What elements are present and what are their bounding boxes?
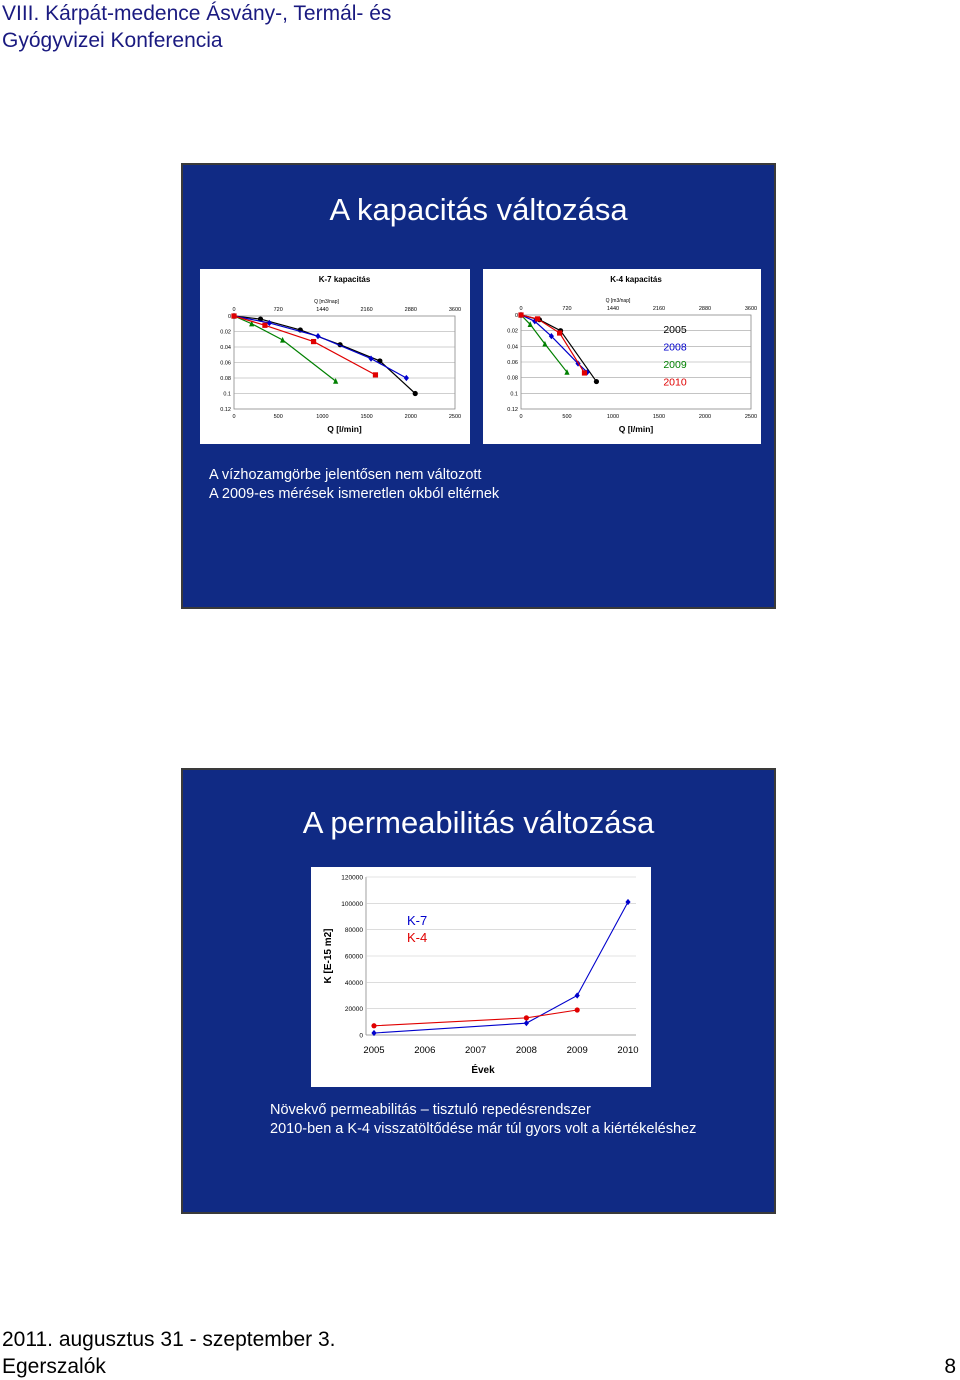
x2-axis-label: Q [m3/nap] (314, 299, 339, 305)
data-point-2005 (594, 379, 599, 384)
y-axis-label: K [E-15 m2] (323, 928, 334, 984)
y-tick-label: 0.06 (220, 360, 231, 367)
x-tick-label: 2008 (515, 1045, 537, 1056)
y-tick-label: 0.02 (220, 329, 231, 336)
x2-tick-label: 2880 (698, 306, 712, 312)
data-point-K-4 (524, 1015, 529, 1020)
footer-place: Egerszalók (2, 1355, 106, 1378)
y-tick-label: 0.12 (220, 407, 231, 413)
data-point-K-7 (625, 899, 630, 905)
x-tick-label: 2000 (698, 414, 712, 420)
page-number: 8 (944, 1355, 956, 1378)
slide1-bullets (209, 466, 499, 504)
conference-title-line2: Gyógyvizei Konferencia (2, 29, 223, 52)
footer-date: 2011. augusztus 31 - szeptember 3. (2, 1328, 336, 1351)
y-tick-label: 0.02 (507, 328, 518, 335)
conference-title (2, 0, 391, 54)
y-tick-label: 0 (514, 313, 518, 319)
y-tick-label: 20000 (344, 1006, 363, 1014)
x-tick-label: 2005 (363, 1045, 385, 1056)
k4-chart (483, 269, 761, 444)
y-tick-label: 60000 (344, 953, 363, 961)
conference-title-line1: VIII. Kárpát-medence Ásvány-, Termál- és (2, 2, 392, 25)
k7-chart (200, 269, 470, 444)
chart-title: K-4 kapacitás (610, 275, 662, 284)
data-point-K-7 (524, 1020, 529, 1026)
x2-tick-label: 1440 (316, 307, 329, 313)
x-tick-label: 500 (273, 414, 283, 420)
y-tick-label: 0.12 (507, 407, 518, 413)
x-axis-label: Q [l/min] (327, 424, 362, 434)
legend-entry: K-7 (407, 913, 428, 928)
y-tick-label: 0.08 (220, 376, 231, 382)
slide2-bullet: Növekvő permeabilitás – tisztuló repedésrendszer (270, 1102, 591, 1118)
x-tick-label: 1000 (316, 414, 329, 420)
x-tick-label: 0 (519, 414, 523, 420)
series-line-2010 (234, 316, 375, 375)
x2-tick-label: 2880 (404, 307, 417, 313)
x-tick-label: 2000 (404, 414, 417, 420)
legend-entry: 2005 (663, 324, 687, 336)
x-axis-label: Évek (471, 1065, 495, 1076)
x2-tick-label: 0 (232, 307, 236, 313)
permeability-chart-svg (311, 867, 651, 1087)
x2-tick-label: 3600 (744, 306, 758, 312)
series-line-2005 (234, 316, 415, 394)
slide-permeability (181, 768, 776, 1214)
y-tick-label: 0.1 (510, 391, 518, 398)
k7-chart-svg (200, 269, 470, 444)
x2-axis-label: Q [m3/nap] (605, 298, 631, 304)
slide2-title: A permeabilitás változása (302, 805, 655, 840)
slide2-bullet: 2010-ben a K-4 visszatöltődése már túl gyors volt a kiértékeléshez (270, 1121, 697, 1137)
data-point-2010 (518, 312, 523, 317)
data-point-2008 (404, 375, 409, 381)
legend-entry: 2010 (663, 376, 687, 389)
y-tick-label: 120000 (341, 874, 363, 882)
y-tick-label: 0.06 (507, 360, 518, 366)
data-point-2010 (582, 370, 587, 375)
y-tick-label: 100000 (341, 900, 363, 908)
data-point-2010 (373, 372, 378, 377)
y-tick-label: 0.08 (507, 375, 518, 382)
data-point-2010 (311, 339, 316, 344)
legend-entry: 2009 (663, 359, 687, 371)
x-tick-label: 1000 (606, 414, 620, 420)
x-tick-label: 2009 (566, 1045, 588, 1056)
x2-tick-label: 1440 (606, 306, 620, 312)
x-tick-label: 1500 (360, 414, 373, 420)
y-tick-label: 0.04 (220, 345, 231, 351)
x-tick-label: 2500 (448, 414, 462, 420)
x-tick-label: 2010 (617, 1045, 639, 1056)
slide1-bullet: A 2009-es mérések ismeretlen okból eltérnek (209, 486, 500, 502)
k4-chart-svg (483, 269, 761, 444)
data-point-K-4 (575, 1007, 580, 1012)
x-tick-label: 2006 (414, 1045, 436, 1056)
x-tick-label: 2500 (744, 414, 758, 420)
data-point-2010 (231, 313, 236, 318)
y-tick-label: 0 (359, 1032, 363, 1040)
data-point-K-7 (575, 992, 580, 998)
x2-tick-label: 720 (562, 306, 572, 312)
x2-tick-label: 2160 (360, 307, 373, 313)
data-point-2009 (333, 378, 338, 384)
data-point-K-4 (371, 1023, 376, 1028)
x-axis-label: Q [l/min] (618, 424, 654, 434)
x2-tick-label: 0 (519, 306, 523, 312)
slide1-title: A kapacitás változása (329, 192, 628, 227)
data-point-2010 (557, 330, 562, 335)
permeability-chart (311, 867, 651, 1087)
y-tick-label: 40000 (344, 979, 363, 987)
data-point-2008 (315, 333, 320, 339)
slide2-bullets (270, 1101, 696, 1139)
slide1-bullet: A vízhozamgörbe jelentősen nem változott (209, 467, 482, 483)
x-tick-label: 1500 (652, 414, 666, 420)
data-point-2005 (413, 391, 418, 396)
y-tick-label: 0.1 (223, 391, 231, 398)
y-tick-label: 0.04 (507, 344, 518, 351)
data-point-2009 (280, 337, 285, 343)
data-point-2010 (535, 316, 540, 321)
x-tick-label: 2007 (465, 1045, 487, 1056)
slide-capacity (181, 163, 776, 609)
y-tick-label: 80000 (344, 927, 363, 935)
x2-tick-label: 720 (273, 307, 283, 313)
x2-tick-label: 3600 (448, 307, 462, 313)
x2-tick-label: 2160 (652, 306, 666, 312)
chart-title: K-7 kapacitás (318, 275, 371, 284)
legend-entry: 2008 (663, 341, 687, 354)
data-point-2010 (262, 323, 267, 328)
x-tick-label: 0 (232, 414, 236, 420)
legend-entry: K-4 (407, 930, 428, 945)
x-tick-label: 500 (562, 414, 572, 420)
y-tick-label: 0 (227, 314, 231, 320)
